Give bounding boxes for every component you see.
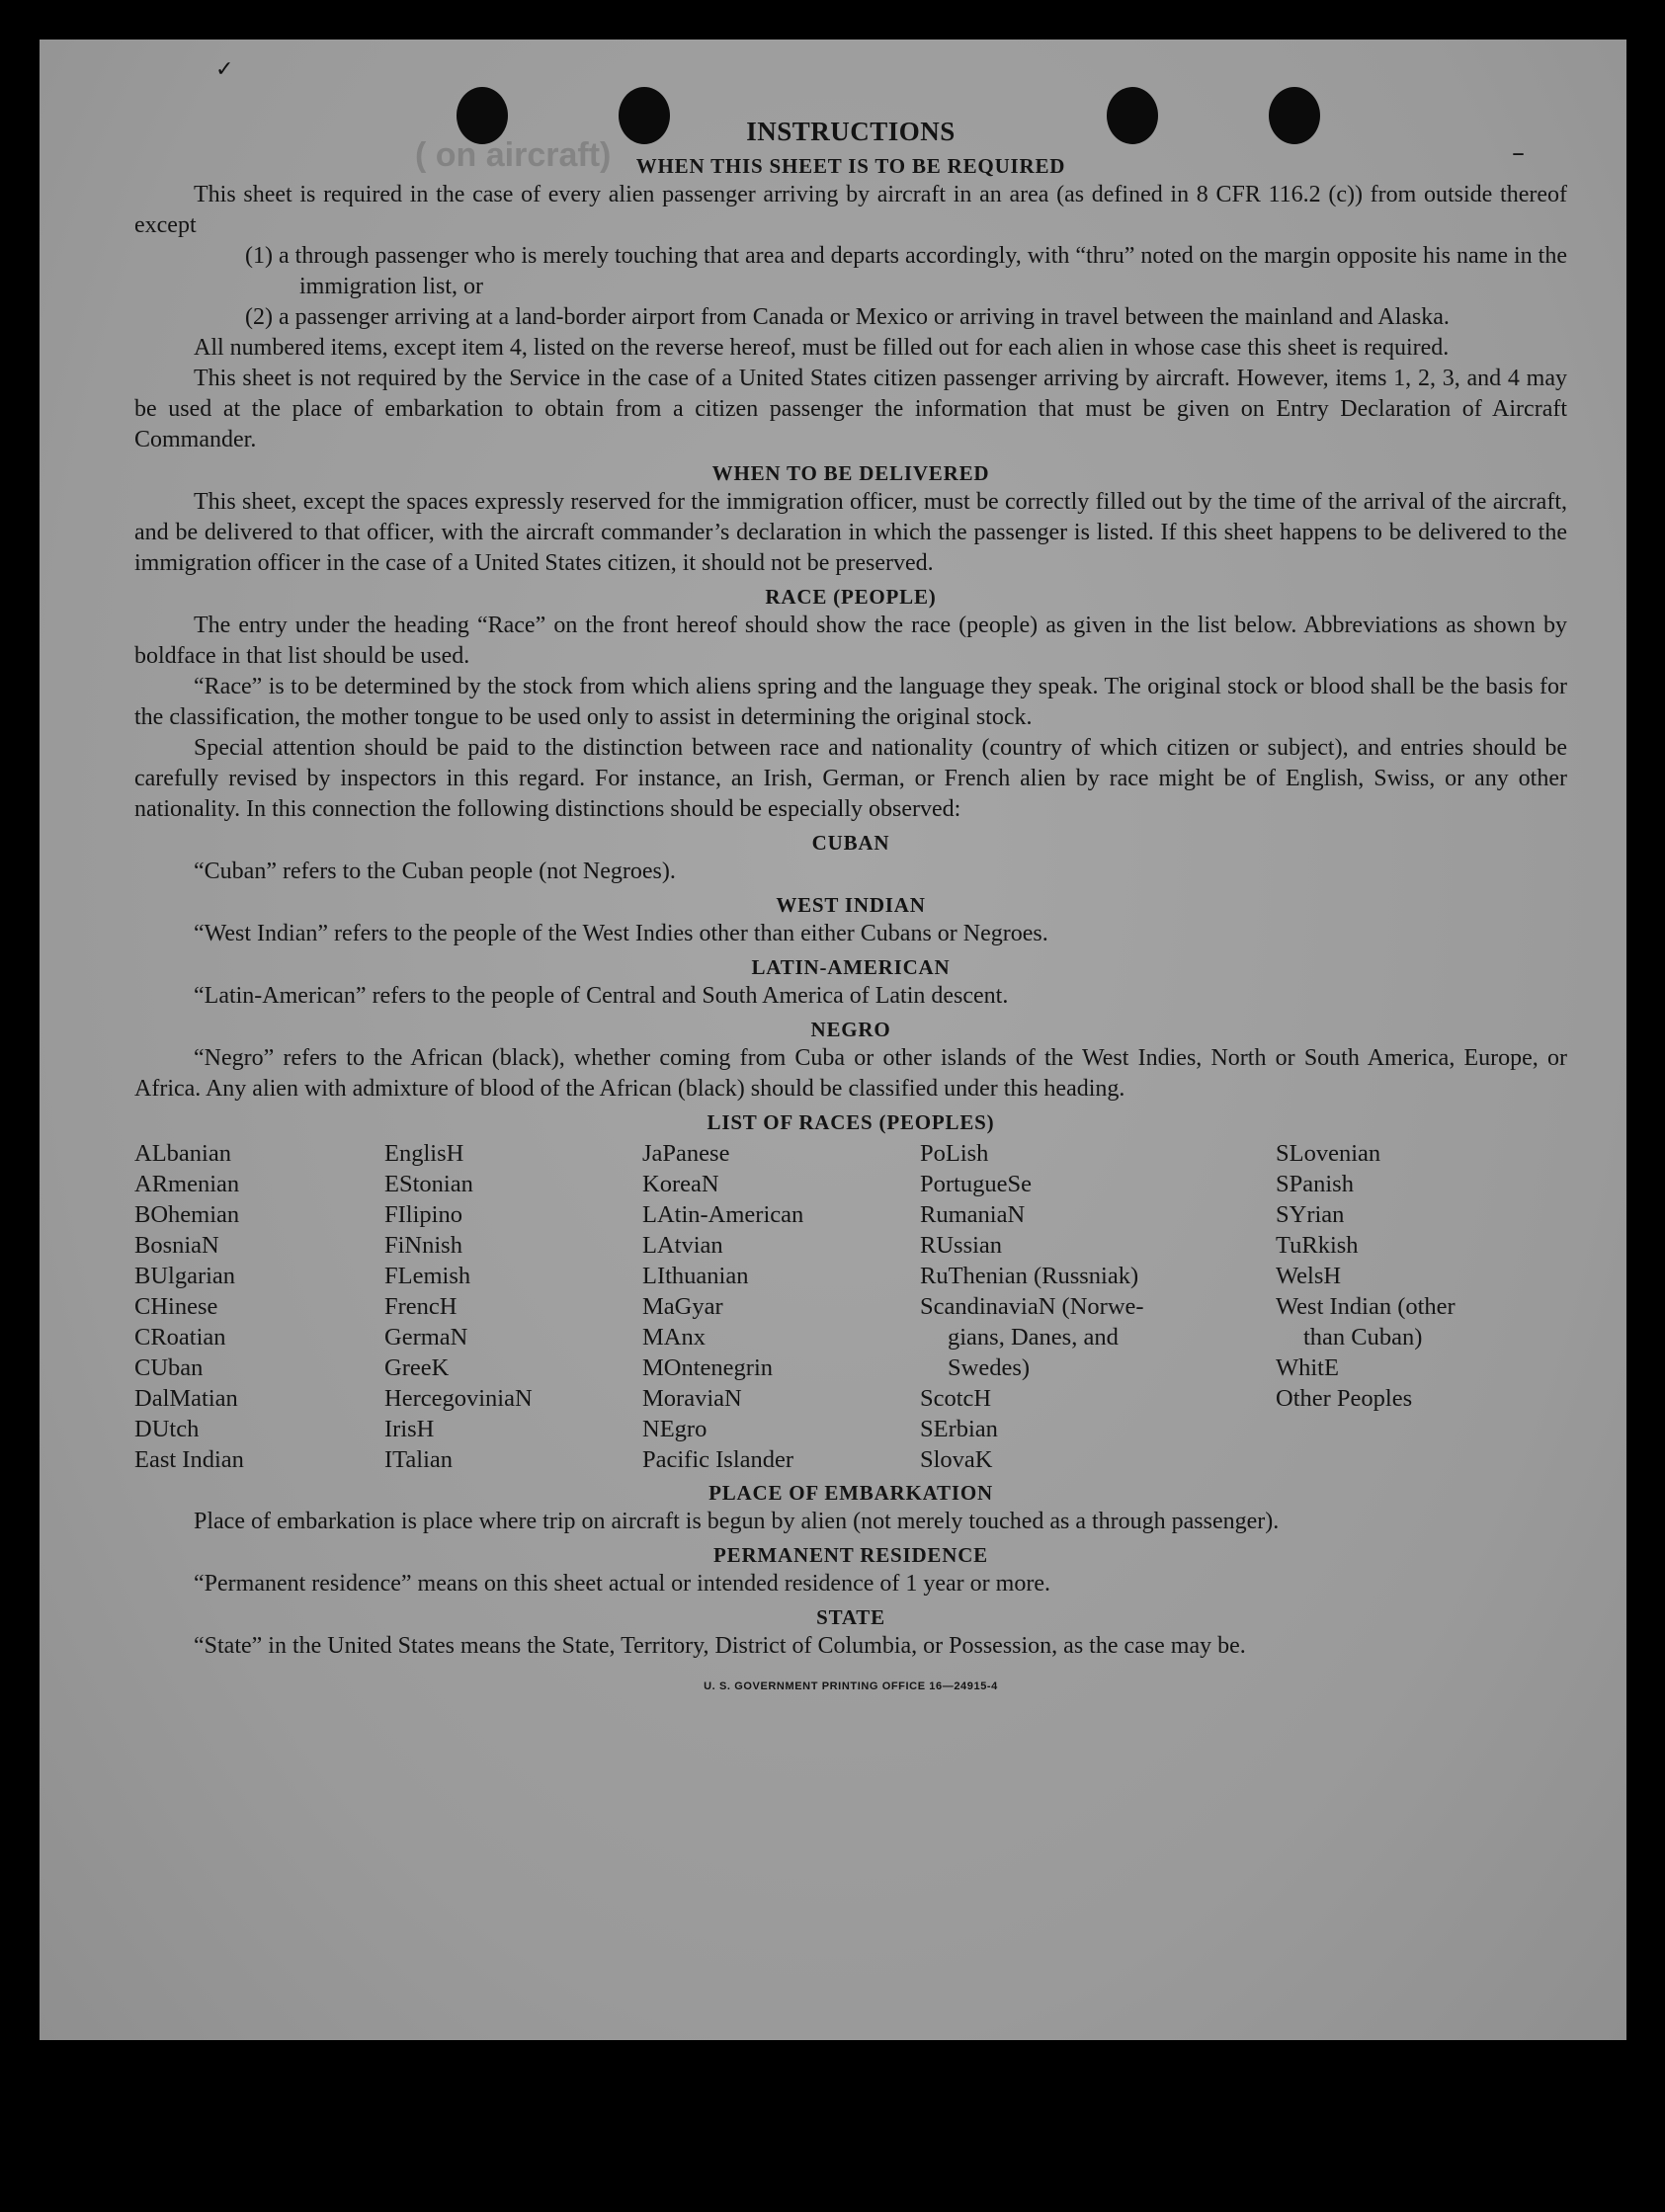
section-heading: WEST INDIAN — [776, 893, 926, 917]
section-heading: STATE — [816, 1605, 885, 1629]
race-item: RumaniaN — [920, 1201, 1026, 1228]
race-item: MoraviaN — [642, 1385, 742, 1412]
race-item: CRoatian — [134, 1324, 226, 1351]
document-sheet — [40, 40, 1626, 2040]
race-item: LAtvian — [642, 1232, 723, 1259]
race-item: SPanish — [1276, 1171, 1354, 1197]
section-heading: WHEN THIS SHEET IS TO BE REQUIRED — [635, 154, 1066, 178]
race-item: SErbian — [920, 1416, 998, 1442]
race-item: ITalian — [384, 1446, 454, 1473]
paragraph: Place of embarkation is place where trip on aircraft is begun by alien (not merely touched as a through passenger). — [194, 1509, 1280, 1534]
race-item: HercegoviniaN — [384, 1385, 533, 1412]
race-item: West Indian (other — [1276, 1293, 1456, 1320]
race-item: JaPanese — [642, 1140, 730, 1167]
race-item: ARmenian — [134, 1171, 240, 1197]
list-item: (2) a passenger arriving at a land-border airport from Canada or Mexico or arriving in travel between the mainland and Alaska. — [245, 304, 1450, 330]
race-column — [1276, 1138, 1567, 1475]
paragraph: “State” in the United States means the State, Territory, District of Columbia, or Possession, as the case may be. — [194, 1633, 1246, 1659]
race-item: RUssian — [920, 1232, 1003, 1259]
section-heading: LIST OF RACES (PEOPLES) — [707, 1110, 995, 1134]
race-item: DUtch — [134, 1416, 200, 1442]
race-item: GreeK — [384, 1354, 450, 1381]
race-item: BUlgarian — [134, 1263, 236, 1289]
paragraph: “Permanent residence” means on this sheet actual or intended residence of 1 year or more. — [194, 1571, 1050, 1597]
race-item: MOntenegrin — [642, 1354, 773, 1381]
paragraph: “West Indian” refers to the people of the West Indies other than either Cubans or Negroes. — [194, 921, 1048, 946]
paragraph: Special attention should be paid to the distinction between race and nationality (country of which citizen or subject), and entries should be carefully revised by inspectors in this regard. For instance, an Irish, German, or French alien by race might be of English, Swiss, or any other nationality. In this connection the following distinctions should be especially observed: — [134, 735, 1567, 822]
printing-office-footer: U. S. GOVERNMENT PRINTING OFFICE 16—24915-4 — [704, 1680, 998, 1692]
paragraph: This sheet, except the spaces expressly reserved for the immigration officer, must be correctly filled out by the time of the arrival of the aircraft, and be delivered to that officer, with the aircraft commander’s declaration in which the passenger is listed. If this sheet happens to be delivered to the immigration officer in the case of a United States citizen, it should not be preserved. — [134, 489, 1567, 576]
race-item: Other Peoples — [1276, 1385, 1413, 1412]
race-column — [384, 1138, 642, 1475]
race-item: WelsH — [1276, 1263, 1342, 1289]
paragraph: “Latin-American” refers to the people of Central and South America of Latin descent. — [194, 983, 1009, 1009]
race-item: GermaN — [384, 1324, 468, 1351]
race-item: EnglisH — [384, 1140, 464, 1167]
race-list — [134, 1138, 1567, 1475]
race-item: LAtin-American — [642, 1201, 804, 1228]
race-item: FLemish — [384, 1263, 471, 1289]
race-item: East Indian — [134, 1446, 244, 1473]
race-item: NEgro — [642, 1416, 708, 1442]
section-heading: WHEN TO BE DELIVERED — [711, 461, 990, 485]
section-heading: PERMANENT RESIDENCE — [713, 1543, 988, 1567]
race-item: BosniaN — [134, 1232, 219, 1259]
race-item: FIlipino — [384, 1201, 462, 1228]
race-item: BOhemian — [134, 1201, 240, 1228]
section-heading: RACE (PEOPLE) — [765, 585, 937, 609]
section-heading: PLACE OF EMBARKATION — [708, 1481, 993, 1505]
race-item: WhitE — [1276, 1354, 1339, 1381]
paragraph: This sheet is required in the case of every alien passenger arriving by aircraft in an area (as defined in 8 CFR 116.2 (c)) from outside thereof except — [134, 182, 1567, 238]
race-item: SYrian — [1276, 1201, 1345, 1228]
paragraph: “Cuban” refers to the Cuban people (not Negroes). — [194, 859, 676, 884]
race-item: FiNnish — [384, 1232, 462, 1259]
pencil-mark: – — [1512, 138, 1525, 168]
race-column — [920, 1138, 1276, 1475]
page-title: INSTRUCTIONS — [746, 117, 956, 146]
race-item: ScotcH — [920, 1385, 992, 1412]
pencil-mark: ✓ — [215, 57, 234, 82]
race-item: IrisH — [384, 1416, 435, 1442]
race-item: SLovenian — [1276, 1140, 1381, 1167]
race-item: MaGyar — [642, 1293, 723, 1320]
race-item: PortugueSe — [920, 1171, 1032, 1197]
race-item: ScandinaviaN (Norwe- — [920, 1293, 1144, 1320]
race-item: gians, Danes, and — [948, 1324, 1119, 1351]
race-column — [642, 1138, 920, 1475]
race-item: LIthuanian — [642, 1263, 749, 1289]
paragraph: The entry under the heading “Race” on the front hereof should show the race (people) as given in the list below. Abbreviations as shown by boldface in that list should be used. — [134, 613, 1567, 669]
race-item: TuRkish — [1276, 1232, 1359, 1259]
instructions-body — [134, 115, 1567, 1702]
race-item: Pacific Islander — [642, 1446, 794, 1473]
race-item: EStonian — [384, 1171, 473, 1197]
race-column — [134, 1138, 384, 1475]
section-heading: NEGRO — [810, 1018, 891, 1041]
race-item: ALbanian — [134, 1140, 231, 1167]
race-item: PoLish — [920, 1140, 989, 1167]
race-item: MAnx — [642, 1324, 706, 1351]
race-item: CHinese — [134, 1293, 218, 1320]
section-heading: CUBAN — [811, 831, 890, 855]
paragraph: All numbered items, except item 4, listed on the reverse hereof, must be filled out for each alien in whose case this sheet is required. — [194, 335, 1450, 361]
paragraph: “Negro” refers to the African (black), whether coming from Cuba or other islands of the West Indies, North or South America, Europe, or Africa. Any alien with admixture of blood of the African (black) should be classified under this heading. — [134, 1045, 1567, 1102]
race-item: DalMatian — [134, 1385, 238, 1412]
section-heading: LATIN-AMERICAN — [751, 955, 951, 979]
paragraph: “Race” is to be determined by the stock from which aliens spring and the language they speak. The original stock or blood shall be the basis for the classification, the mother tongue to be used only to assist in determining the original stock. — [134, 674, 1567, 730]
race-item: RuThenian (Russniak) — [920, 1263, 1139, 1289]
race-item: FrencH — [384, 1293, 458, 1320]
bleed-through-text: ( on aircraft) — [415, 136, 612, 174]
race-item: SlovaK — [920, 1446, 993, 1473]
list-item: (1) a through passenger who is merely touching that area and departs accordingly, with “thru” noted on the margin opposite his name in the immigration list, or — [245, 243, 1567, 299]
race-item: Swedes) — [948, 1354, 1031, 1381]
race-item: CUban — [134, 1354, 204, 1381]
paragraph: This sheet is not required by the Service in the case of a United States citizen passenger arriving by aircraft. However, items 1, 2, 3, and 4 may be used at the place of embarkation to obtain from a citizen passenger the information that must be given on Entry Declaration of Aircraft Commander. — [134, 366, 1567, 452]
race-item: KoreaN — [642, 1171, 719, 1197]
race-item: than Cuban) — [1303, 1324, 1423, 1351]
